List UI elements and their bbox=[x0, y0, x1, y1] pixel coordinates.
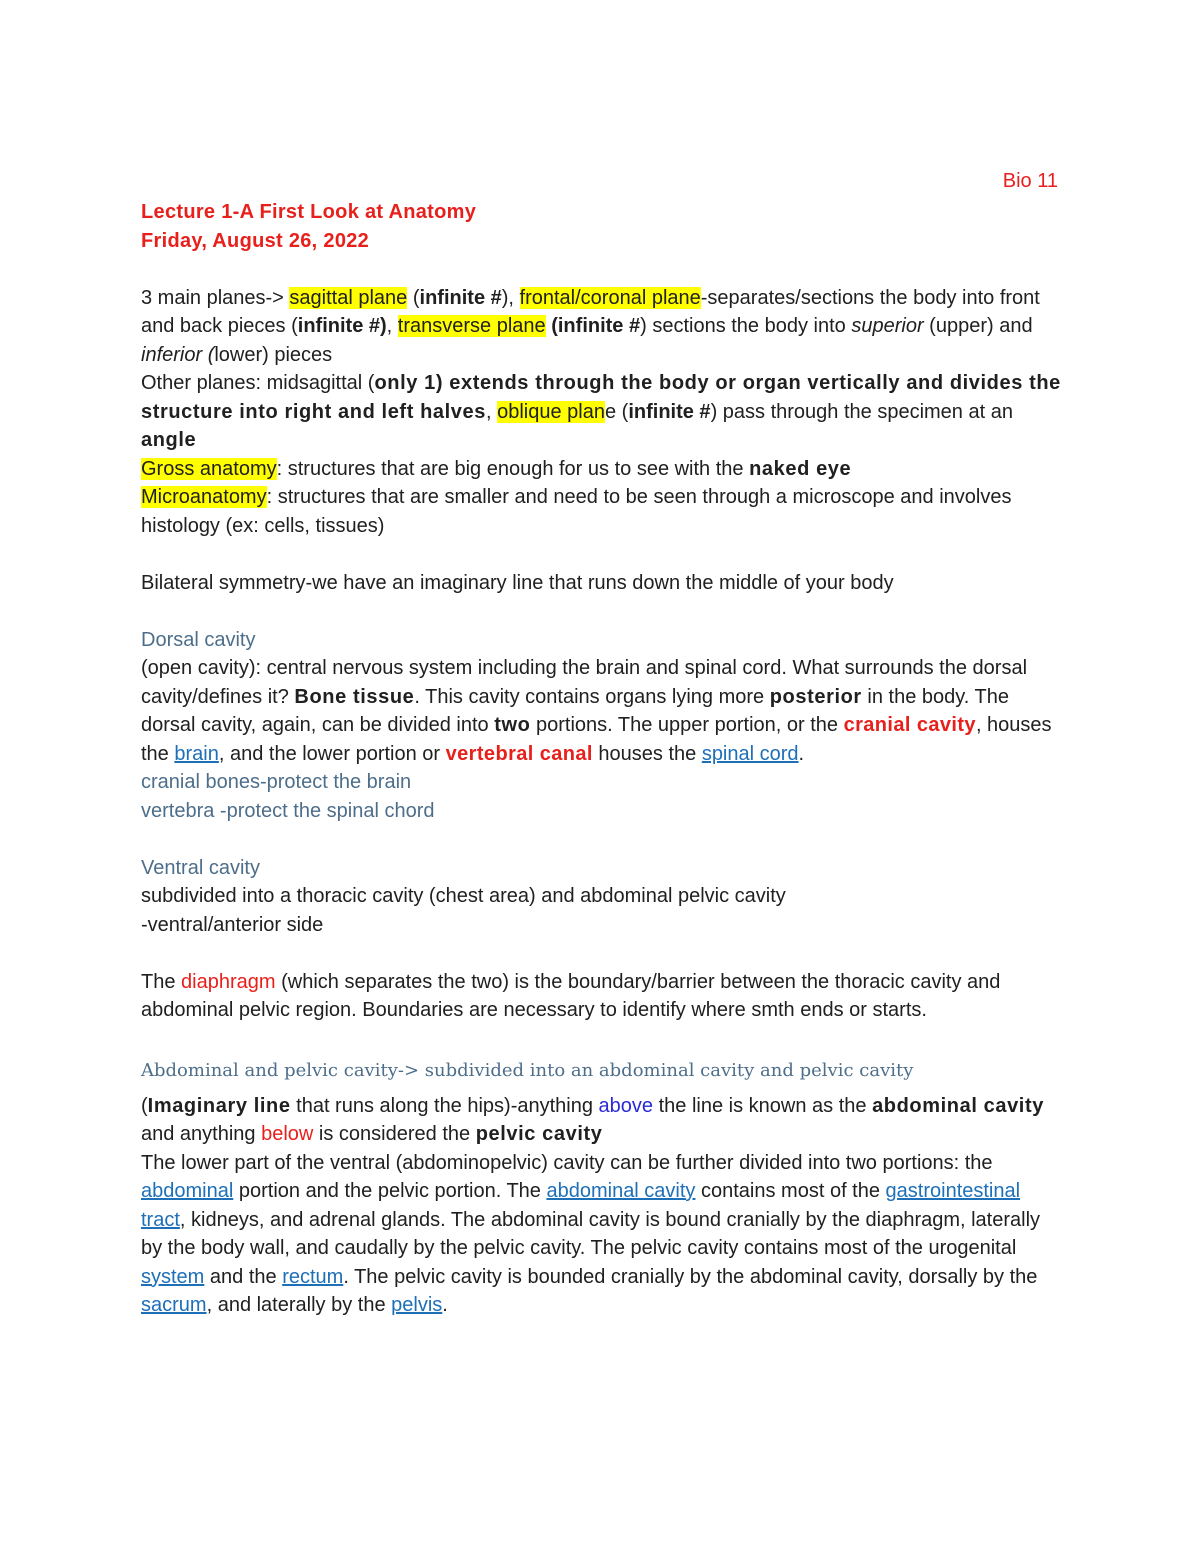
abdominopelvic-paragraph bbox=[141, 1149, 1066, 1320]
text-run: ) pass through the specimen at an bbox=[710, 400, 1013, 423]
text-run: ) sections the body into bbox=[640, 315, 852, 337]
bold-run: (infinite # bbox=[551, 315, 641, 337]
text-run: . The pelvic cavity is bounded cranially by the abdominal cavity, dorsally by the bbox=[343, 1265, 1038, 1288]
brain-link[interactable]: brain bbox=[174, 742, 219, 765]
text-run: . This cavity contains organs lying more bbox=[414, 685, 770, 708]
bold-run: pelvic cavity bbox=[475, 1123, 603, 1145]
text-run: that runs along the hips)-anything bbox=[290, 1094, 599, 1117]
rectum-link[interactable]: rectum bbox=[282, 1265, 344, 1288]
lecture-title: Lecture 1-A First Look at Anatomy bbox=[141, 201, 477, 223]
text-run: , bbox=[485, 400, 498, 423]
text-run: . bbox=[798, 742, 805, 765]
below-term: below bbox=[261, 1123, 314, 1145]
text-run: houses the bbox=[592, 742, 702, 765]
text-run: and the bbox=[204, 1265, 283, 1288]
bold-run: Imaginary line bbox=[147, 1094, 291, 1117]
vertebral-canal-term: vertebral canal bbox=[445, 742, 593, 765]
planes-paragraph bbox=[141, 284, 1066, 370]
text-run: ), bbox=[501, 286, 520, 309]
text-run: in the body. The dorsal cavity, again, can be divided into bbox=[141, 685, 1009, 736]
transverse-plane-highlight: transverse plane bbox=[397, 315, 546, 337]
text-run: 3 main planes-> bbox=[141, 286, 290, 309]
italic-run: superior bbox=[851, 315, 924, 337]
text-run: Other planes: midsagittal ( bbox=[141, 372, 375, 394]
above-term: above bbox=[598, 1094, 654, 1117]
lecture-date: Friday, August 26, 2022 bbox=[141, 229, 370, 252]
text-run: : structures that are big enough for us to see with the bbox=[276, 457, 750, 480]
text-run: , bbox=[386, 315, 398, 337]
cranial-cavity-term: cranial cavity bbox=[843, 714, 976, 736]
gastrointestinal-tract-link[interactable]: gastrointestinal tract bbox=[141, 1180, 1021, 1231]
text-run: , houses the bbox=[141, 714, 1052, 765]
blank-line bbox=[141, 939, 1066, 968]
text-run: and anything bbox=[141, 1123, 262, 1145]
blank-line bbox=[141, 597, 1066, 626]
vertebra-note: vertebra -protect the spinal chord bbox=[141, 799, 435, 822]
pelvis-link[interactable]: pelvis bbox=[391, 1294, 443, 1316]
blank-line bbox=[141, 825, 1066, 854]
microanatomy-line bbox=[141, 483, 1066, 540]
gross-anatomy-highlight: Gross anatomy bbox=[141, 457, 277, 480]
text-run: portion and the pelvic portion. The bbox=[233, 1180, 547, 1202]
abdominal-link[interactable]: abdominal bbox=[141, 1180, 234, 1202]
text-run: contains most of the bbox=[695, 1180, 886, 1202]
text-run: (upper) and bbox=[923, 315, 1033, 337]
abdominal-cavity-link[interactable]: abdominal cavity bbox=[546, 1180, 696, 1202]
bold-run: infinite # bbox=[419, 286, 502, 309]
microanatomy-highlight: Microanatomy bbox=[141, 486, 267, 508]
imaginary-line-paragraph bbox=[141, 1092, 1066, 1149]
bold-run: infinite #) bbox=[297, 315, 387, 337]
bold-run: two bbox=[494, 714, 531, 736]
bold-run: infinite # bbox=[628, 400, 711, 423]
text-run: ( bbox=[407, 286, 420, 309]
sacrum-link[interactable]: sacrum bbox=[141, 1294, 207, 1316]
ventral-cavity-line: subdivided into a thoracic cavity (chest area) and abdominal pelvic cavity bbox=[141, 885, 786, 907]
text-run: The bbox=[141, 970, 182, 993]
text-run: , kidneys, and adrenal glands. The abdominal cavity is bound cranially by the diaphragm, laterally by the body wall, and caudally by the pelvic cavity. The pelvic cavity contains most of the urogenital bbox=[141, 1208, 1041, 1259]
text-run: The lower part of the ventral (abdominopelvic) cavity can be further divided into two portions: the bbox=[141, 1151, 993, 1174]
gross-anatomy-line bbox=[141, 455, 1066, 484]
bold-run: only 1) extends through the body or organ vertically and divides the structure into right and left halves bbox=[141, 372, 1061, 423]
system-link[interactable]: system bbox=[141, 1265, 205, 1288]
bold-run: abdominal cavity bbox=[872, 1094, 1044, 1117]
abdominal-pelvic-heading: Abdominal and pelvic cavity-> subdivided into an abdominal cavity and pelvic cavity bbox=[141, 1060, 914, 1081]
text-run: is considered the bbox=[313, 1123, 476, 1145]
oblique-plane-highlight: oblique plan bbox=[497, 400, 605, 423]
diaphragm-term: diaphragm bbox=[181, 970, 276, 993]
class-tag: Bio 11 bbox=[1002, 170, 1058, 192]
text-run: ( bbox=[141, 1094, 148, 1117]
cranial-bones-note: cranial bones-protect the brain bbox=[141, 771, 412, 793]
text-run: : structures that are smaller and need to be seen through a microscope and involves histology (ex: cells, tissues) bbox=[141, 486, 1012, 537]
diaphragm-paragraph bbox=[141, 968, 1066, 1025]
dorsal-cavity-paragraph bbox=[141, 654, 1066, 768]
frontal-plane-highlight: frontal/coronal plane bbox=[519, 286, 701, 309]
bilateral-symmetry-line: Bilateral symmetry-we have an imaginary line that runs down the middle of your body bbox=[141, 571, 894, 594]
text-run: e ( bbox=[604, 400, 629, 423]
ventral-cavity-heading: Ventral cavity bbox=[141, 856, 260, 879]
text-run: , and the lower portion or bbox=[218, 742, 446, 765]
spinal-cord-link[interactable]: spinal cord bbox=[701, 742, 799, 765]
other-planes-paragraph bbox=[141, 369, 1066, 455]
text-run: (which separates the two) is the boundary/barrier between the thoracic cavity and abdominal pelvic region. Boundaries are necessary to identify where smth ends or starts. bbox=[141, 970, 1001, 1021]
notes-body bbox=[141, 198, 1066, 1320]
ventral-side-line: -ventral/anterior side bbox=[141, 913, 324, 936]
dorsal-cavity-heading: Dorsal cavity bbox=[141, 628, 256, 651]
bold-run: naked eye bbox=[749, 457, 852, 480]
blank-line bbox=[141, 255, 1066, 284]
blank-line bbox=[141, 1025, 1066, 1054]
bold-run: angle bbox=[141, 429, 197, 451]
text-run: . bbox=[442, 1294, 448, 1316]
text-run: lower) pieces bbox=[214, 343, 333, 366]
text-run: -separates/sections the body into front and back pieces ( bbox=[141, 286, 1040, 337]
text-run: (open cavity): central nervous system including the brain and spinal cord. What surrounds the dorsal cavity/defines it? bbox=[141, 657, 1028, 708]
italic-run: inferior ( bbox=[141, 343, 215, 366]
blank-line bbox=[141, 540, 1066, 569]
bold-run: Bone tissue bbox=[294, 685, 415, 708]
bold-run: posterior bbox=[769, 685, 862, 708]
text-run: , and laterally by the bbox=[206, 1294, 392, 1316]
text-run: portions. The upper portion, or the bbox=[530, 714, 844, 736]
text-run: the line is known as the bbox=[653, 1094, 873, 1117]
sagittal-plane-highlight: sagittal plane bbox=[289, 286, 408, 309]
